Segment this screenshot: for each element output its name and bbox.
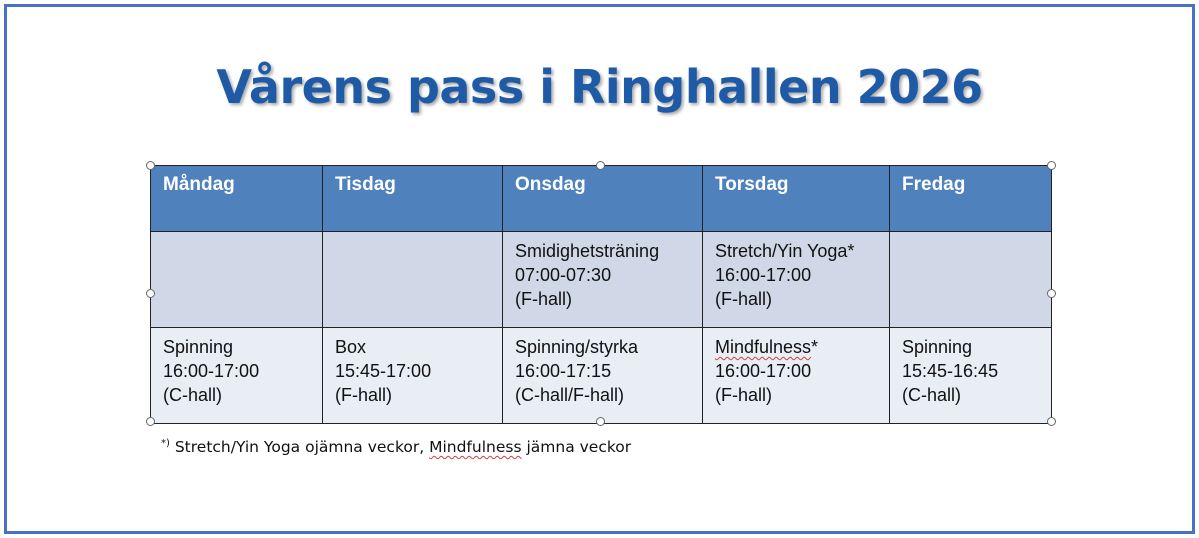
- header-cell-thursday[interactable]: Torsdag: [703, 166, 890, 232]
- resize-handle-top-middle[interactable]: [596, 161, 605, 170]
- cell-line: 16:00-17:00: [163, 361, 260, 381]
- cell-line: (C-hall/F-hall): [515, 385, 625, 405]
- footnote: [161, 438, 631, 456]
- cell-line: Box: [335, 337, 367, 357]
- footnote-marker: *): [161, 438, 170, 449]
- cell-line: Spinning: [902, 337, 973, 357]
- header-cell-friday[interactable]: Fredag: [890, 166, 1052, 232]
- resize-handle-middle-right[interactable]: [1047, 289, 1056, 298]
- page-title: Vårens pass i Ringhallen 2026: [216, 60, 983, 114]
- cell-line: (F-hall): [715, 289, 772, 309]
- cell-line: 16:00-17:00: [715, 361, 812, 381]
- cell-content: [890, 232, 1051, 239]
- table-row: [151, 328, 1052, 424]
- cell-line: 07:00-07:30: [515, 265, 612, 285]
- cell-line: Smidighetsträning: [515, 241, 660, 261]
- cell-line: (F-hall): [335, 385, 392, 405]
- table-header-row: [151, 166, 1052, 232]
- cell-line: (C-hall): [902, 385, 962, 405]
- cell-content: [151, 328, 322, 407]
- table-cell-monday[interactable]: [151, 232, 323, 328]
- cell-line: (F-hall): [515, 289, 572, 309]
- table-cell-thursday[interactable]: [703, 328, 890, 424]
- footnote-text-suffix: jämna veckor: [521, 438, 632, 456]
- resize-handle-bottom-right[interactable]: [1047, 417, 1056, 426]
- cell-line: (C-hall): [163, 385, 223, 405]
- table-cell-friday[interactable]: [890, 328, 1052, 424]
- cell-content: [703, 232, 889, 311]
- footnote-text-marked: Mindfulness: [429, 438, 522, 456]
- cell-line: Spinning/styrka: [515, 337, 639, 357]
- table-cell-wednesday[interactable]: [503, 232, 703, 328]
- cell-line: 15:45-16:45: [902, 361, 999, 381]
- header-cell-monday[interactable]: Måndag: [151, 166, 323, 232]
- resize-handle-bottom-left[interactable]: [146, 417, 155, 426]
- cell-content: [703, 328, 889, 407]
- cell-line: (F-hall): [715, 385, 772, 405]
- cell-content: [323, 232, 502, 239]
- spellcheck-marked-word: Mindfulness: [715, 337, 812, 357]
- resize-handle-top-right[interactable]: [1047, 161, 1056, 170]
- table-cell-monday[interactable]: [151, 328, 323, 424]
- cell-content: [503, 328, 702, 407]
- header-cell-wednesday[interactable]: Onsdag: [503, 166, 703, 232]
- schedule-table[interactable]: [150, 165, 1052, 424]
- resize-handle-middle-left[interactable]: [146, 289, 155, 298]
- cell-line: 16:00-17:15: [515, 361, 612, 381]
- table-cell-tuesday[interactable]: [323, 328, 503, 424]
- cell-content: [890, 328, 1051, 407]
- cell-content: [323, 328, 502, 407]
- cell-line: 15:45-17:00: [335, 361, 432, 381]
- table-cell-friday[interactable]: [890, 232, 1052, 328]
- schedule-table-container[interactable]: [150, 165, 1051, 421]
- cell-content: [151, 232, 322, 239]
- table-cell-wednesday[interactable]: [503, 328, 703, 424]
- cell-line: Stretch/Yin Yoga*: [715, 241, 855, 261]
- header-cell-tuesday[interactable]: Tisdag: [323, 166, 503, 232]
- cell-line: Spinning: [163, 337, 234, 357]
- resize-handle-bottom-middle[interactable]: [596, 417, 605, 426]
- table-row: [151, 232, 1052, 328]
- resize-handle-top-left[interactable]: [146, 161, 155, 170]
- footnote-text-prefix: Stretch/Yin Yoga ojämna veckor,: [169, 438, 430, 456]
- table-cell-thursday[interactable]: [703, 232, 890, 328]
- cell-line: Mindfulness*: [715, 337, 819, 357]
- cell-line: 16:00-17:00: [715, 265, 812, 285]
- table-cell-tuesday[interactable]: [323, 232, 503, 328]
- cell-content: [503, 232, 702, 311]
